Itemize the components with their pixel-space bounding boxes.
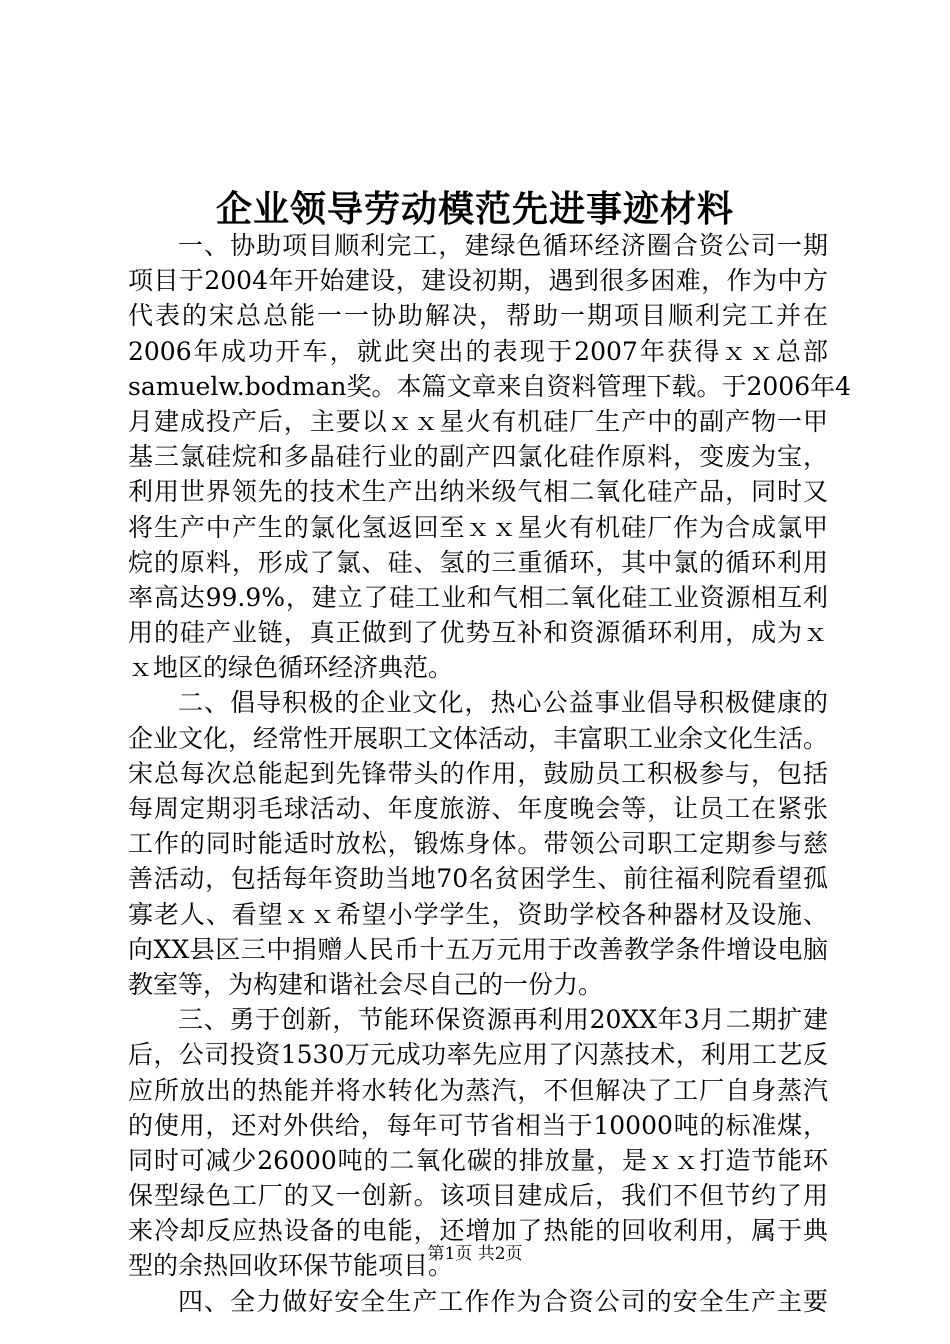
text-line: ｘ地区的绿色循环经济典范。	[128, 653, 454, 683]
text-line: 四、全力做好安全生产工作作为合资公司的安全生产主要	[178, 1286, 828, 1316]
text-line: 基三氯硅烷和多晶硅行业的副产四氯化硅作原料，变废为宝，	[128, 442, 828, 472]
text-line: 率高达99.9%，建立了硅工业和气相二氧化硅工业资源相互利	[128, 582, 828, 612]
text-line: 教室等，为构建和谐社会尽自己的一份力。	[128, 969, 604, 999]
text-line: 代表的宋总总能一一协助解决，帮助一期项目顺利完工并在	[128, 301, 828, 331]
text-line: samuelw.bodman奖。本篇文章来自资料管理下载。于2006年4	[128, 371, 852, 401]
text-line: 项目于2004年开始建设，建设初期，遇到很多困难，作为中方	[128, 266, 828, 296]
text-line: 月建成投产后，主要以ｘｘ星火有机硅厂生产中的副产物一甲	[128, 406, 828, 436]
text-line: 企业文化，经常性开展职工文体活动，丰富职工业余文化生活。	[128, 723, 829, 753]
text-line: 二、倡导积极的企业文化，热心公益事业倡导积极健康的	[178, 688, 828, 718]
text-line: 一、协助项目顺利完工，建绿色循环经济圈合资公司一期	[178, 231, 828, 260]
text-line: 同时可减少26000吨的二氧化碳的排放量，是ｘｘ打造节能环	[128, 1145, 828, 1175]
text-line: 用的硅产业链，真正做到了优势互补和资源循环利用，成为ｘ	[128, 618, 828, 648]
text-line: 善活动，包括每年资助当地70名贫困学生、前往福利院看望孤	[128, 864, 828, 894]
document-body	[128, 228, 852, 1319]
text-line: 寡老人、看望ｘｘ希望小学学生，资助学校各种器材及设施、	[128, 899, 828, 929]
paragraph-1	[128, 228, 852, 685]
text-line: 保型绿色工厂的又一创新。该项目建成后，我们不但节约了用	[128, 1181, 828, 1211]
text-line: 来冷却反应热设备的电能，还增加了热能的回收利用，属于典	[128, 1216, 828, 1246]
text-line: 三、勇于创新，节能环保资源再利用20XX年3月二期扩建	[178, 1005, 828, 1035]
text-line: 向XX县区三中捐赠人民币十五万元用于改善教学条件增设电脑	[128, 934, 828, 964]
paragraph-4	[128, 1284, 828, 1319]
text-line: 2006年成功开车，就此突出的表现于2007年获得ｘｘ总部	[128, 336, 828, 366]
text-line: 的使用，还对外供给，每年可节省相当于10000吨的标准煤，	[128, 1110, 828, 1140]
text-line: 宋总每次总能起到先锋带头的作用，鼓励员工积极参与，包括	[128, 758, 828, 788]
text-line: 将生产中产生的氯化氢返回至ｘｘ星火有机硅厂作为合成氯甲	[128, 512, 828, 542]
text-line: 型的余热回收环保节能项目。	[128, 1251, 454, 1281]
text-line: 每周定期羽毛球活动、年度旅游、年度晚会等，让员工在紧张	[128, 794, 828, 823]
text-line: 利用世界领先的技术生产出纳米级气相二氧化硅产品，同时又	[128, 477, 828, 507]
paragraph-2	[128, 685, 828, 1002]
text-line: 工作的同时能适时放松，锻炼身体。带领公司职工定期参与慈	[128, 829, 828, 859]
document-title: 企业领导劳动模范先进事迹材料	[215, 188, 734, 230]
page-number-footer: 第1页 共2页	[427, 1244, 523, 1264]
text-line: 烷的原料，形成了氯、硅、氢的三重循环，其中氯的循环利用	[128, 547, 828, 577]
text-line: 后，公司投资1530万元成功率先应用了闪蒸技术，利用工艺反	[128, 1040, 828, 1070]
text-line: 应所放出的热能并将水转化为蒸汽，不但解决了工厂自身蒸汽	[128, 1075, 828, 1105]
